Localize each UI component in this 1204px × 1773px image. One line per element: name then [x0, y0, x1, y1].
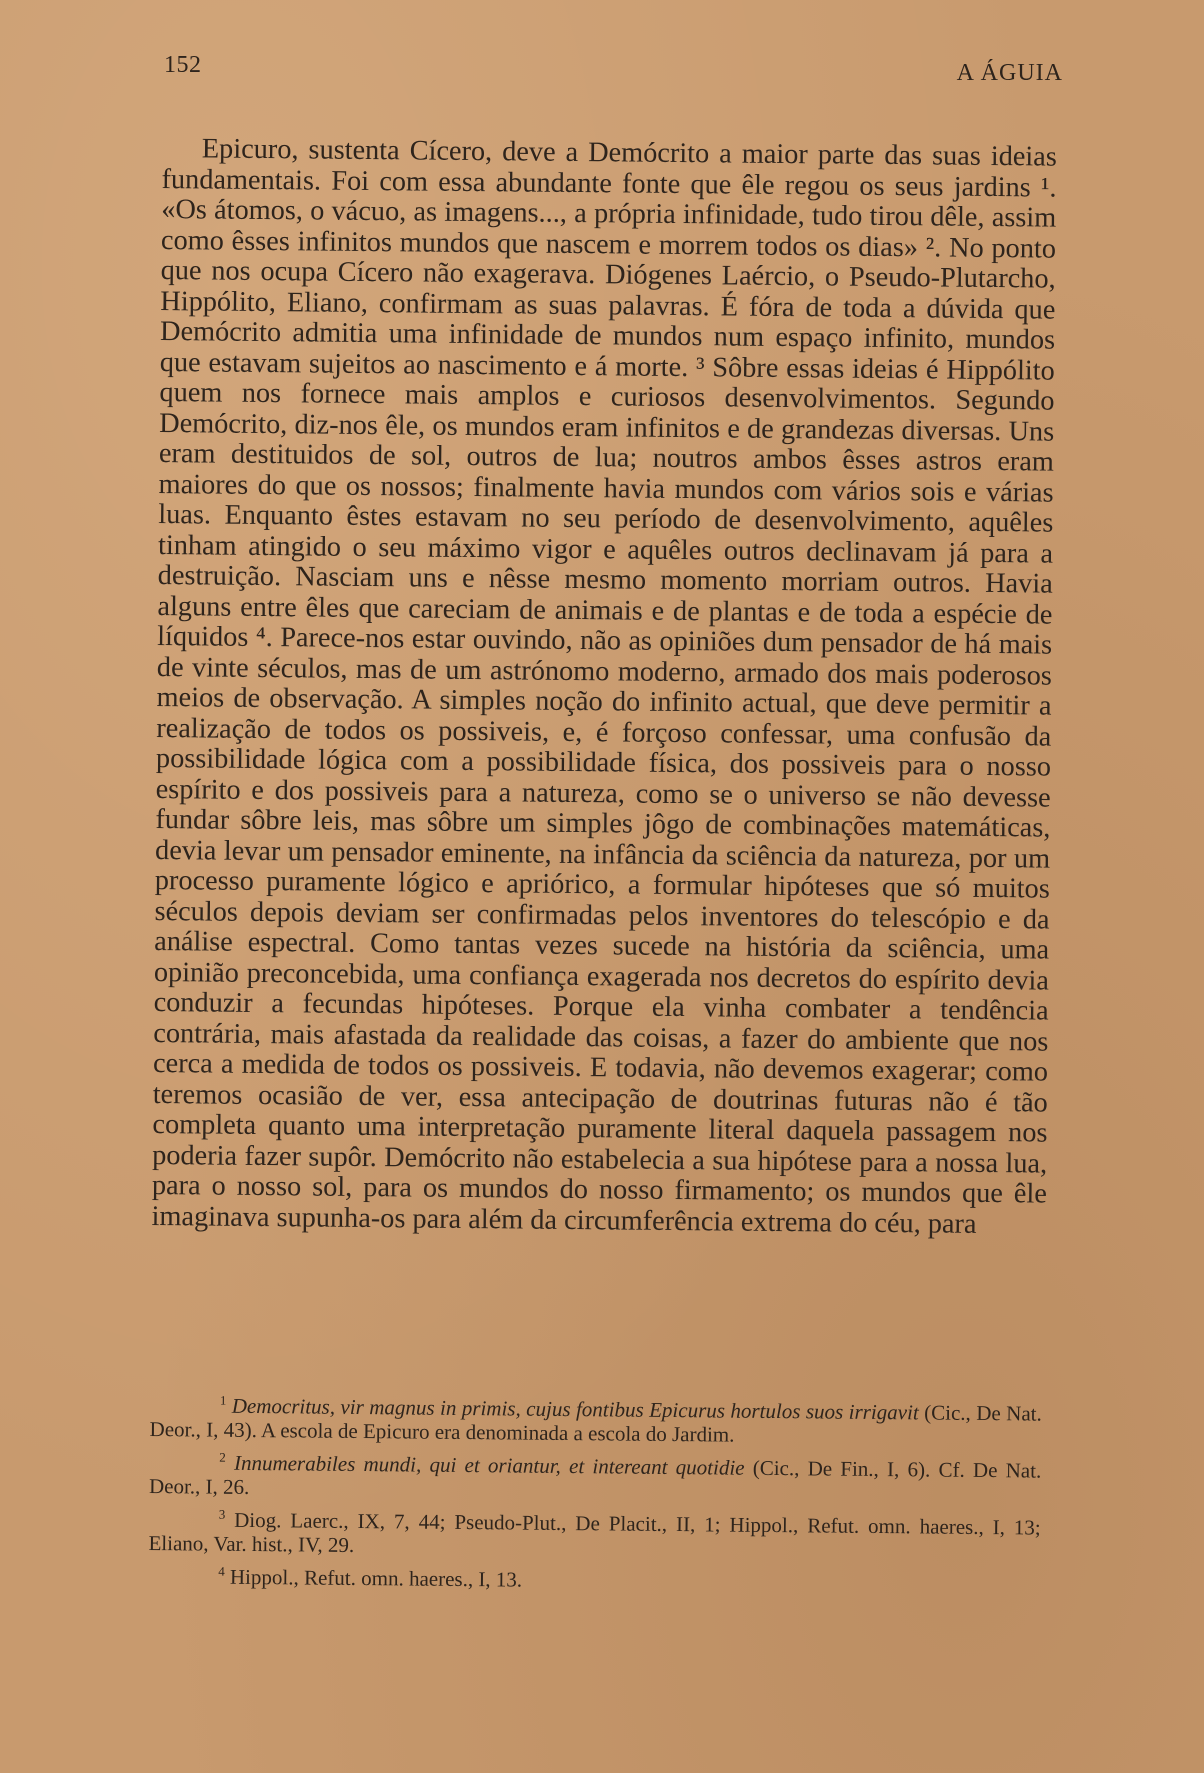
footnote-text: Hippol., Refut. omn. haeres., I, 13. — [229, 1564, 523, 1592]
footnote-marker: 4 — [218, 1563, 225, 1579]
footnote-marker: 3 — [218, 1506, 226, 1522]
page-number: 152 — [164, 52, 202, 78]
footnote-quote: Innumerabiles mundi, qui et oriantur, et intereant quotidie — [233, 1450, 745, 1480]
body-text — [151, 134, 1056, 1241]
body-paragraph: Epicuro, sustenta Cícero, deve a Demócrito a maior parte das suas ideias fundamentais. Foi com essa abundante fonte que êle regou os seus jardins ¹. «Os átomos, o vácuo, as imagens..., a própria infinidade, tudo tirou dêle, assim como êsses infinitos mundos que nascem e morrem todos os dias» ². No ponto que nos ocupa Cícero não exagerava. Diógenes Laércio, o Pseudo-Plutarcho, Hippólito, Eliano, confirmam as suas palavras. É fóra de toda a dúvida que Demócrito admitia uma infinidade de mundos num espaço infinito, mundos que estavam sujeitos ao nascimento e á morte. ³ Sôbre essas ideias é Hippólito quem nos fornece mais amplos e curiosos desenvolvimentos. Segundo Demócrito, diz-nos êle, os mundos eram infinitos e de grandezas diversas. Uns eram destituidos de sol, outros de lua; noutros ambos êsses astros eram maiores do que os nossos; finalmente havia mundos com vários sois e várias luas. Enquanto êstes estavam no seu período de desenvolvimento, aquêles tinham atingido o seu máximo vigor e aquêles outros declinavam já para a destruição. Nasciam uns e nêsse mesmo momento morriam outros. Havia alguns entre êles que careciam de animais e de plantas e de toda a espécie de líquidos ⁴. Parece-nos estar ouvindo, não as opiniões dum pensador de há mais de vinte séculos, mas de um astrónomo moderno, armado dos mais poderosos meios de observação. A simples noção do infinito actual, que deve permitir a realização de todos os possiveis, e, é forçoso confessar, uma confusão da possibilidade lógica com a possibilidade física, dos possiveis para o nosso espírito e dos possiveis para a natureza, como se o universo se não devesse fundar sôbre leis, mas sôbre um simples jôgo de combinações matemáticas, devia levar um pensador eminente, na infância da sciência da natureza, por um processo puramente lógico e apriórico, a formular hipóteses que só muitos séculos depois deviam ser confirmadas pelos inventores do telescópio e da análise espectral. Como tantas vezes sucede na história da sciência, uma opinião preconcebida, uma confiança exagerada nos decretos do espírito devia conduzir a fecundas hipóteses. Porque ela vinha combater a tendência contrária, mais afastada da realidade das coisas, a fazer do ambiente que nos cerca a medida de todos os possiveis. E todavia, não devemos exagerar; como teremos ocasião de ver, essa antecipação de doutrinas futuras não é tão completa quanto uma interpretação puramente literal daquela passagem nos poderia fazer supôr. Demócrito não estabelecia a sua hipótese para a nossa lua, para o nosso sol, para os mundos do nosso firmamento; os mundos que êle imaginava supunha-os para além da circumferência extrema do céu, para — [151, 133, 1057, 1240]
footnote-1 — [149, 1388, 1041, 1450]
footnote-quote: Democritus, vir magnus in primis, cujus fontibus Epicurus hortulos suos irrigavit — [231, 1393, 919, 1425]
running-head: A ÁGUIA — [956, 60, 1063, 86]
footnote-text: (Cic., De Nat. Deor., I, 43). A escola de Epicuro era denominada a escola do Jardim. — [149, 1400, 1042, 1447]
footnote-text: Diog. Laerc., IX, 7, 44; Pseudo-Plut., De Placit., II, 1; Hippol., Refut. omn. haeres., I, 13; Eliano, Var. hist., IV, 29. — [148, 1507, 1041, 1557]
footnote-marker: 2 — [219, 1449, 226, 1465]
page-header — [160, 46, 1063, 86]
footnote-marker: 1 — [219, 1392, 227, 1408]
footnote-3 — [148, 1502, 1040, 1564]
footnote-2 — [149, 1445, 1041, 1507]
footnote-4 — [148, 1559, 1040, 1597]
footnotes — [148, 1388, 1042, 1601]
footnote-text: (Cic., De Fin., I, 6). Cf. De Nat. Deor., I, 26. — [148, 1455, 1042, 1499]
